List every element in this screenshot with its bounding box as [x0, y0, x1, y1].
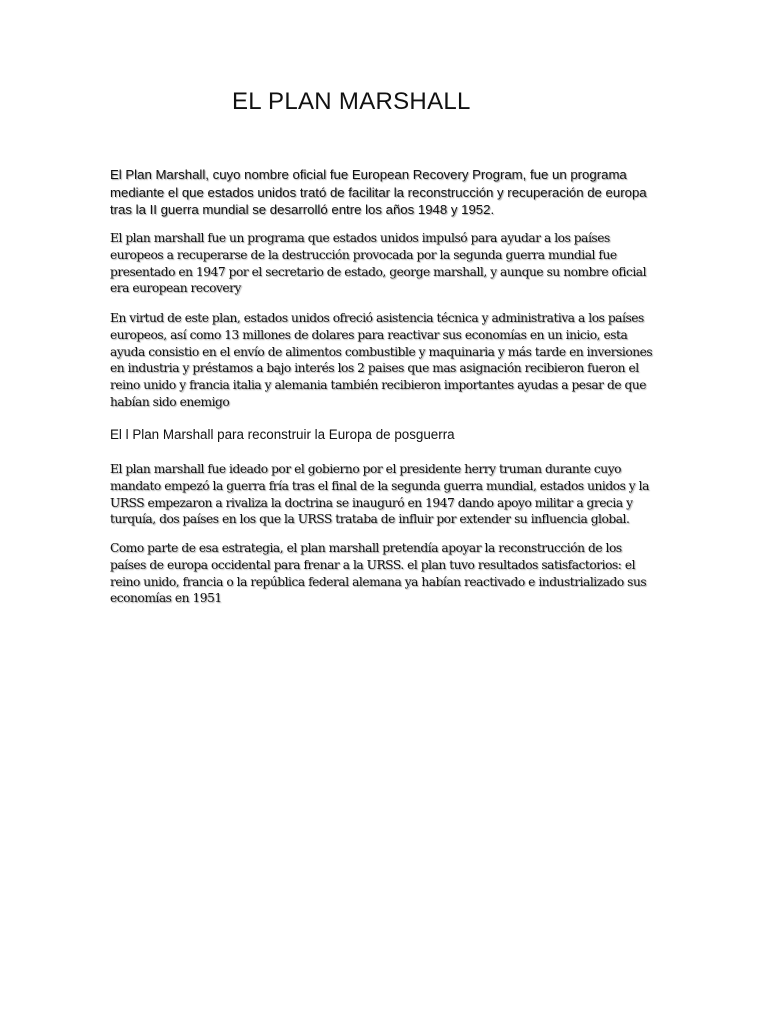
paragraph-origin: El plan marshall fue ideado por el gobierno por el presidente herry truman durante cuyo mandato empezó la guerra fría tras el final de la segunda guerra mundial, estados unidos y la URSS empezaron a rivaliza la doctrina se inauguró en 1947 dando apoyo militar a grecia y turquía, dos países en los que la URSS trataba de influir por extender su influencia global.: [110, 462, 649, 527]
paragraph-overview: El plan marshall fue un programa que estados unidos impulsó para ayudar a los países europeos a recuperarse de la destrucción provocada por la segunda guerra mundial fue presentado en 1947 por el secretario de estado, george marshall, y aunque su nombre oficial era european recovery: [110, 231, 647, 296]
section-heading: El l Plan Marshall para reconstruir la Europa de posguerra: [110, 427, 455, 442]
paragraph-strategy: Como parte de esa estrategia, el plan marshall pretendía apoyar la reconstrucción de los países de europa occidental para frenar a la URSS. el plan tuvo resultados satisfactorios: el reino unido, francia o la república federal alemana ya habían reactivado e industrializado sus economías en 1951: [110, 541, 647, 606]
paragraph-assistance: En virtud de este plan, estados unidos ofreció asistencia técnica y administrativa a los países europeos, así como 13 millones de dolares para reactivar sus economías en un inicio, esta ayuda consistio en el envío de alimentos combustible y maquinaria y más tarde en inversiones en industria y préstamos a bajo interés los 2 paises que mas asignación recibieron fueron el reino unido y francia italia y alemania también recibieron importantes ayudas a pesar de que habían sido enemigo: [110, 311, 653, 409]
intro-paragraph: El Plan Marshall, cuyo nombre oficial fue European Recovery Program, fue un programa mediante el que estados unidos trató de facilitar la reconstrucción y recuperación de europa tras la II guerra mundial se desarrolló entre los años 1948 y 1952.: [110, 167, 647, 217]
document-title: EL PLAN MARSHALL: [232, 88, 471, 115]
